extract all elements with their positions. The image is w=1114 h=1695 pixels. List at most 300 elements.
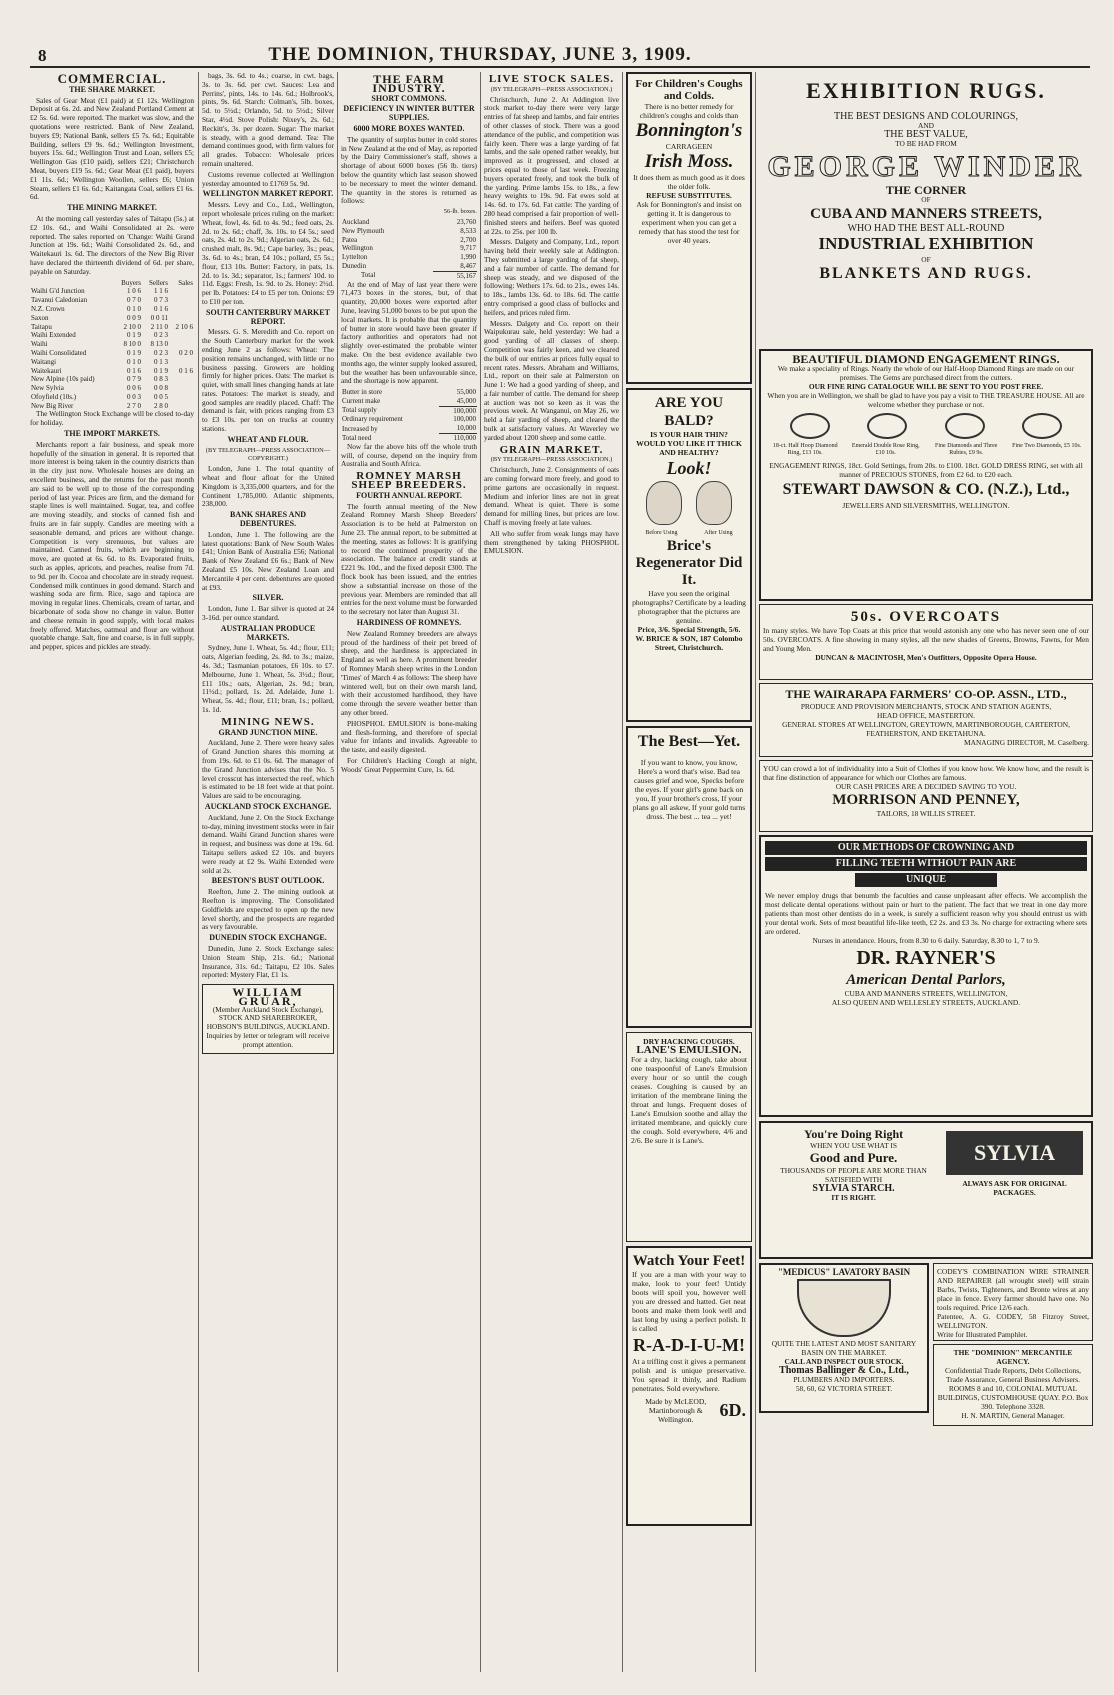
table-cell bbox=[169, 296, 194, 305]
table-cell: 2 10 6 bbox=[175, 322, 193, 331]
section-heading: BANK SHARES AND DEBENTURES. bbox=[229, 510, 306, 529]
article-text: Sydney, June 1. Wheat, 5s. 4d.; flour, £11; oats, Algerian feeding, 2s. 8d. to 3s.; maize, 4s. 3d.; Tasmanian potatoes, £6 10s. to £7. Melbourne, June 1. Wheat, 5s. 3½d.; flour, £11 10s.; oats, Algerian, 2s. 9d.; bran, 11½d.; pollard, 1s. 2d. Adelaide, June 1. Wheat, 5s. 4d.; flour, £11; bran, 1s.; pollard, 1s. 1d. bbox=[202, 643, 334, 714]
table-row bbox=[341, 227, 477, 236]
article-text: Auckland, June 2. On the Stock Exchange to-day, mining investment stocks were in fair demand. Waihi Grand Junction shares were in request, and business was done at 19s. 6d. Taitapu sellers asked £2 10s. and buyers were ready at £2 9s. Waihi Extended were sold at 2s. bbox=[202, 812, 334, 875]
section-heading: SHORT COMMONS. bbox=[371, 93, 447, 103]
table-row bbox=[30, 367, 194, 376]
table-header-cell: Sellers bbox=[148, 278, 168, 287]
section-heading: AUSTRALIAN PRODUCE MARKETS. bbox=[220, 623, 316, 642]
ad-title: DRY HACKING COUGHS. bbox=[643, 1037, 735, 1046]
winder-rugs-ad bbox=[759, 72, 1093, 345]
section-heading: SILVER. bbox=[252, 593, 284, 603]
table-cell: New Big River bbox=[31, 401, 74, 410]
ad-text: CODEY'S COMBINATION WIRE STRAINER AND REPAIRER (all wrought steel) will strain Barbs, Twists, Tighteners, and Bronte wires at any place in fence. Every farmer should have one. No tools required. Price 12/6 each. bbox=[937, 1267, 1089, 1312]
ad-text: THE BEST VALUE, bbox=[884, 129, 968, 140]
table-cell: 0 1 9 bbox=[154, 366, 168, 375]
ad-text: WOULD YOU LIKE IT THICK AND HEALTHY? bbox=[636, 439, 742, 457]
ad-text: Have you seen the original photographs? Certificate by a leading photographer that the pictures are genuine. bbox=[632, 589, 746, 625]
table-cell: 0 1 0 bbox=[127, 357, 142, 366]
overcoats-ad bbox=[759, 604, 1093, 680]
table-row bbox=[341, 262, 477, 271]
ad-text: ENGAGEMENT RINGS, 18ct. Gold Settings, from 20s. to £100. 18ct. GOLD DRESS RING, set with all manner of PRECIOUS STONES, from £2 6d. to £20 each. bbox=[769, 461, 1083, 479]
section-heading: THE MINING MARKET. bbox=[67, 203, 157, 213]
article-text: At the end of May of last year there were 71,473 boxes in the stores, but, of that quantity, 20,000 boxes were exported after June, leaving 51,000 boxes to be put upon the local markets. It is probable that the quantity of butter in store would have been greater if factory authorities and operators had not slightly over-estimated the probable winter make. On the best evidence available two months ago, the winter supply looked assured, but the weather has been unfavourable since, and the shortage is now apparent. bbox=[341, 279, 477, 386]
table-cell: 0 7 0 bbox=[127, 296, 142, 305]
article-text: Messrs. G. S. Meredith and Co. report on the South Canterbury market for the week ending June 2 as follows: Wheat: The position remains unchanged, with little or no business passing. Growers are holding firmly for higher prices. Oats: The market is quiet, with small lines changing hands at late rates. Potatoes: The market is steady, and good samples are readily placed. Chaff: The demand is fair, with prices ranging from £3 to £3 10s. per ton on trucks at country stations. bbox=[202, 327, 334, 434]
lavatory-basin-illustration bbox=[797, 1279, 891, 1337]
ad-banner: OUR METHODS OF CROWNING AND bbox=[765, 841, 1087, 855]
ad-banner: UNIQUE bbox=[855, 873, 997, 887]
ad-title: EXHIBITION RUGS. bbox=[806, 78, 1046, 103]
table-cell: Wellington bbox=[342, 244, 373, 253]
article-text: Dunedin, June 2. Stock Exchange sales: Union Steam Ship, 21s. 6d.; National Insurance, 31s. 6d.; Taitapu, £2 10s. Sales reported: Mystery Flat, £1 1s. bbox=[202, 943, 334, 980]
table-cell: 55,167 bbox=[433, 271, 477, 280]
table-cell: 0 1 6 bbox=[154, 304, 168, 313]
butter-stores-table bbox=[341, 218, 477, 281]
masthead-rule bbox=[30, 66, 1090, 68]
ad-text: At a trifling cost it gives a permanent polish and is unique preservative. You spread it thinly, and Radium penetrates. Sold everywhere. bbox=[632, 1357, 746, 1393]
table-cell: 110,000 bbox=[439, 434, 477, 443]
ad-text: If you want to know, you know, Here's a word that's wise. Bad tea causes grief and woe, Specks before the eyes. If your girl's gone back on you, If your brother's cross, If your plans go all askew, If your gold turns dross. The best ... tea ... yet! bbox=[632, 758, 746, 821]
table-cell bbox=[169, 305, 194, 314]
table-row bbox=[30, 384, 194, 393]
table-cell bbox=[169, 340, 194, 349]
table-cell: Ordinary requirement bbox=[342, 415, 403, 424]
table-cell: 2,700 bbox=[460, 235, 476, 244]
ad-text: BLANKETS AND RUGS. bbox=[819, 265, 1033, 282]
ad-text: INDUSTRIAL EXHIBITION bbox=[818, 234, 1034, 253]
table-cell: Total bbox=[361, 271, 376, 280]
ad-text: REFUSE SUBSTITUTES. bbox=[646, 191, 732, 200]
ad-title: THE WAIRARAPA FARMERS' CO-OP. ASSN., LTD., bbox=[785, 687, 1067, 701]
table-cell: Waihi G'd Junction bbox=[31, 287, 85, 296]
table-cell: Current make bbox=[342, 397, 381, 406]
table-cell: 0 1 9 bbox=[127, 348, 142, 357]
table-row bbox=[30, 393, 194, 402]
table-cell: 0 1 3 bbox=[154, 357, 168, 366]
table-row bbox=[30, 340, 194, 349]
table-row bbox=[30, 314, 194, 323]
radium-polish-ad bbox=[626, 1246, 752, 1526]
ad-text: We never employ drugs that benumb the faculties and cause unpleasant after effects. We accomplish the most delicate dental operations without pain or hurt to the patient. The fact that we treat in one day more patients than most other dentists do in a week, is surely a sufficient reason why you should entrust us with your dental work. Sets of most beautiful life-like teeth, £2 2s. and £3 3s. No charge for extracting where sets are ordered. bbox=[765, 891, 1087, 936]
ad-text: OF bbox=[921, 195, 931, 204]
table-cell: 0 1 9 bbox=[127, 331, 142, 340]
section-heading: DEFICIENCY IN WINTER BUTTER SUPPLIES. bbox=[343, 104, 475, 123]
article-text: Now far the above hits off the whole truth will, of course, depend on the inquiry from Australia and South Africa. bbox=[341, 441, 477, 469]
table-row bbox=[30, 323, 194, 332]
commercial-column bbox=[30, 72, 194, 1682]
ad-text: TO BE HAD FROM bbox=[895, 139, 957, 148]
table-cell: 0 0 11 bbox=[150, 313, 168, 322]
table-cell: 2 7 0 bbox=[127, 401, 142, 410]
ad-text: OUR CASH PRICES ARE A DECIDED SAVING TO YOU. bbox=[835, 782, 1017, 791]
table-cell: Tavanui Caledonian bbox=[31, 296, 88, 305]
table-row bbox=[30, 331, 194, 340]
ring-illustration bbox=[1022, 413, 1062, 439]
ad-brand: MORRISON AND PENNEY, bbox=[832, 792, 1020, 808]
table-cell bbox=[169, 384, 194, 393]
tea-ad bbox=[626, 726, 752, 1028]
ad-brand: SYLVIA STARCH. bbox=[812, 1183, 895, 1194]
table-header-cell bbox=[30, 279, 114, 288]
ad-text: MANAGING DIRECTOR, M. Caselberg. bbox=[964, 738, 1089, 747]
ad-banner: FILLING TEETH WITHOUT PAIN ARE bbox=[765, 857, 1087, 871]
table-cell: 1 1 6 bbox=[154, 287, 168, 296]
section-heading: 6000 MORE BOXES WANTED. bbox=[353, 123, 465, 133]
caption: Before Using bbox=[645, 530, 678, 536]
ad-text: PRODUCE AND PROVISION MERCHANTS, STOCK AND STATION AGENTS, bbox=[800, 702, 1052, 711]
ad-text: ALSO QUEEN AND WELLESLEY STREETS, AUCKLAND. bbox=[831, 998, 1021, 1007]
caption: Fine Two Diamonds, £5 10s. bbox=[1012, 443, 1082, 449]
section-title: GRAIN MARKET. bbox=[499, 443, 604, 456]
ad-brand: Look! bbox=[666, 458, 712, 478]
byline: (BY TELEGRAPH—PRESS ASSOCIATION—COPYRIGHT.) bbox=[205, 446, 331, 463]
table-cell: 1 0 6 bbox=[127, 287, 142, 296]
ad-text: CUBA AND MANNERS STREETS, bbox=[810, 206, 1042, 222]
ad-title: "MEDICUS" LAVATORY BASIN bbox=[777, 1267, 911, 1277]
ballinger-basin-ad bbox=[759, 1263, 929, 1413]
stewart-dawson-ad bbox=[759, 349, 1093, 601]
ad-text: ALWAYS ASK FOR ORIGINAL PACKAGES. bbox=[962, 1179, 1067, 1197]
section-heading: HARDINESS OF ROMNEYS. bbox=[356, 618, 462, 628]
table-cell bbox=[169, 393, 194, 402]
ad-text: OUR FINE RING CATALOGUE WILL BE SENT TO YOU POST FREE. bbox=[808, 382, 1044, 391]
ad-text: If you are a man with your way to make, look to your feet! Untidy boots will spoil you, however well you are dressed and hatted. Get neat boots and make them look well and last long by using a perfect polish. It is called bbox=[632, 1270, 746, 1333]
ad-text: Made by McLEOD, Martinborough & Wellington. bbox=[645, 1397, 707, 1424]
farm-industry-column bbox=[341, 72, 477, 1682]
ad-brand: R-A-D-I-U-M! bbox=[633, 1335, 745, 1355]
table-cell: 0 7 3 bbox=[154, 296, 168, 305]
table-cell: Waihi Consolidated bbox=[31, 348, 87, 357]
ad-price: Price, 3/6. Special Strength, 5/6. bbox=[637, 625, 741, 634]
masthead: THE DOMINION, THURSDAY, JUNE 3, 1909. bbox=[268, 44, 692, 65]
table-cell: 8,467 bbox=[460, 261, 476, 270]
table-cell: 100,000 bbox=[439, 406, 477, 415]
section-heading: SOUTH CANTERBURY MARKET REPORT. bbox=[206, 307, 330, 326]
table-cell bbox=[169, 358, 194, 367]
section-title: COMMERCIAL. bbox=[57, 72, 167, 86]
ad-title: BEAUTIFUL DIAMOND ENGAGEMENT RINGS. bbox=[792, 352, 1060, 366]
table-cell: Auckland bbox=[342, 217, 370, 226]
ad-text: In many styles. We have Top Coats at this price that would astonish any one who has never seen one of our 50s. OVERCOATS. A fine showing in many styles, all the new shades of Greens, Browns, Fawns, for Men and Young Men. bbox=[763, 626, 1089, 653]
caption: Emerald Double Rose Ring, £10 10s. bbox=[851, 443, 920, 456]
section-heading: AUCKLAND STOCK EXCHANGE. bbox=[204, 801, 332, 811]
ad-text: H. N. MARTIN, General Manager. bbox=[961, 1411, 1065, 1420]
ad-text: Inquiries by letter or telegram will receive prompt attention. bbox=[206, 1031, 330, 1049]
article-text: PHOSPHOL EMULSION is bone-making and flesh-forming, and therefore of special value for infants and invalids. Agreeable to the taste, and easily digested. bbox=[341, 718, 477, 755]
article-text: For Children's Hacking Cough at night, Woods' Great Peppermint Cure, 1s. 6d. bbox=[341, 755, 477, 774]
table-row bbox=[341, 244, 477, 253]
table-cell: 2 8 0 bbox=[154, 401, 168, 410]
before-portrait bbox=[646, 481, 682, 525]
table-cell: 23,760 bbox=[456, 217, 476, 226]
table-cell: 0 0 6 bbox=[127, 384, 142, 393]
table-row bbox=[30, 296, 194, 305]
table-cell: 0 0 5 bbox=[154, 392, 168, 401]
section-title: MINING NEWS. bbox=[221, 715, 315, 728]
ad-text: CARRAGEEN bbox=[665, 142, 713, 151]
ad-title: For Children's Coughs and Colds. bbox=[635, 78, 743, 102]
article-text: Messrs. Levy and Co., Ltd., Wellington, report wholesale prices ruling on the market: Wheat, fowl, 4s. 6d. to 4s. 9d.; feed oats, 2s. 2d. to 2s. 6d.; chaff, 3s. 10s. to £4 5s.; seed oats, 2s. 4d. to 2s. 9d.; Algerian oats, 2s. 6d.; crushed malt, 8s. 9d.; Cape barley, 3s.; peas, 3s. 6d. to 4s.; bran, £4 10s.; pollard, £5 5s.; flour, £13 10s. Butter: Factory, in pats, 1s. 2d. to 1s. 3d.; separator, 1s.; farmers' 10d. to 11d. Eggs: Fresh, 1s. 9d. to 2s. Honey: 2½d. per lb. Potatoes: £4 to £5 per ton. Onions: £9 to £10 per ton. bbox=[202, 200, 334, 306]
ad-text: THOUSANDS OF PEOPLE ARE MORE THAN SATISFIED WITH bbox=[780, 1166, 927, 1184]
table-row bbox=[341, 406, 477, 415]
caption: After Using bbox=[704, 530, 733, 536]
ring-illustration bbox=[867, 413, 907, 439]
table-cell: 0 8 3 bbox=[154, 375, 168, 384]
ad-text: GENERAL STORES AT WELLINGTON, GREYTOWN, MARTINBOROUGH, CARTERTON, FEATHERSTON, AND EKETAHUNA. bbox=[782, 720, 1070, 738]
table-cell: Total need bbox=[342, 433, 372, 442]
morrison-penney-ad bbox=[759, 760, 1093, 832]
sylvia-logo: SYLVIA bbox=[946, 1131, 1083, 1175]
article-text: London, June 1. The following are the latest quotations: Bank of New South Wales £41; Union Bank of Australia £56; National Bank of New Zealand £6 6s.; Bank of New Zealand £5 10s. New Zealand Loan and Mercantile 4 per cent. debentures are quoted at £93. bbox=[202, 529, 334, 592]
section-heading: WHEAT AND FLOUR. bbox=[227, 434, 309, 444]
table-cell: 45,000 bbox=[456, 396, 476, 405]
table-row bbox=[30, 349, 194, 358]
codey-strainer-ad bbox=[933, 1263, 1093, 1341]
ring-illustration bbox=[945, 413, 985, 439]
ad-text: There is no better remedy for children's coughs and colds than bbox=[639, 102, 739, 120]
ad-text: For a dry, hacking cough, take about one teaspoonful of Lane's Emulsion every hour or so until the cough ceases. Coughing is caused by an irritation of the membrane lining the throat and lungs. Frequent doses of Lane's Emulsion soothe and allay the irritated membrane, and quickly cure the cough. Sold everywhere, 4/6 and 2/6. Be sure it is Lane's. bbox=[631, 1055, 747, 1145]
column-rule bbox=[755, 72, 756, 1672]
table-cell bbox=[169, 375, 194, 384]
ad-text: TAILORS, 18 WILLIS STREET. bbox=[876, 809, 976, 818]
share-price-table bbox=[30, 279, 194, 411]
table-cell: Total supply bbox=[342, 406, 377, 415]
ad-text: QUITE THE LATEST AND MOST SANITARY BASIN ON THE MARKET. bbox=[771, 1339, 917, 1357]
ads-column bbox=[626, 72, 752, 1682]
table-cell: Patea bbox=[342, 235, 358, 244]
table-cell: 9,717 bbox=[460, 244, 476, 253]
article-text: The Wellington Stock Exchange will be closed to-day for holiday. bbox=[30, 409, 194, 428]
table-cell: New Alpine (10s paid) bbox=[31, 375, 95, 384]
article-text: Merchants report a fair business, and speak more hopefully of the situation in general. It is reported that more interest is being taken in the country districts than in the city just now. Wholesale houses are doing an excellent business, and the returns for the past month are said to be well up to those of the corresponding period of last year. Prices are firm, and the demand for staple lines is well maintained. Sugar, tea, and coffee are moving steadily, and stocks of canned fish and fruits are in fair supply. Candles are meeting with a seasonable demand, and prices are without change. Competition is very strenuous, but values are maintained. Canned fruits, which are beginning to move, are quoted at 6s. 6d. to 8s. Evaporated fruits, such as apples, apricots, and peaches, realise from 7d. to 9d. per lb. Cocoa and chocolate are in steady request. Condensed milk continues in good demand. Starch and washing soda are firm. Rice, sago and tapioca are moving in regular lines. Chemicals, cream of tartar, and bicarbonate of soda show no change in value. Butter and cheese remain in good supply, with local makes freely offered. Matches, oatmeal and flour are without quotable change. Salt, fine and coarse, is in full supply, and pepper, spices and pickles are steady. bbox=[30, 439, 194, 652]
ad-title: LANE'S EMULSION. bbox=[636, 1044, 742, 1056]
article-text: Customs revenue collected at Wellington yesterday amounted to £1769 5s. 9d. bbox=[202, 169, 334, 188]
ad-text: IT IS RIGHT. bbox=[831, 1193, 876, 1202]
article-text: Christchurch, June 2. At Addington live stock market to-day there were very large entries of fat sheep and lambs, and fair entries of other classes of stock. There was a good attendance of the public, and competition was fairly keen. There was a large yarding of fat lambs, and the sale opened rather weakly, but improved as it progressed, and closed at prices equal to those of last week. Freezing buyers operated freely, and took the bulk of the yarding. Prime lambs 15s. to 18s., a few heavy weights to 19s. 9d. Fat ewes sold at 14s. 6d. to 17s. 6d. Fat cattle: The yarding of 280 head comprised a fair proportion of well-finished steers and heifers. Beef was quoted at 22s. to 25s. per 100 lb. bbox=[484, 94, 619, 236]
article-text: Auckland, June 2. There were heavy sales of Grand Junction shares this morning at from 19s. 6d. to £1 0s. 6d. The manager of the Grand Junction advises that the No. 5 level crosscut has intersected the reef, which is estimated to be 18 feet wide at that point. Values are said to be encouraging. bbox=[202, 738, 334, 801]
ad-text: Confidential Trade Reports, Debt Collections, Trade Assurance, General Business Advisers. ROOMS 8 and 10, COLONIAL MUTUAL BUILDINGS, CUSTOMHOUSE QUAY. P.O. Box 390. Telephone 3328. bbox=[937, 1366, 1089, 1411]
table-cell: 0 1 0 bbox=[127, 304, 142, 313]
table-cell: 2 10 0 bbox=[123, 322, 142, 331]
table-cell: New Sylvia bbox=[31, 384, 64, 393]
bonnington-ad bbox=[626, 72, 752, 384]
ad-text: 58, 60, 62 VICTORIA STREET. bbox=[795, 1384, 893, 1393]
article-text: Reefton, June 2. The mining outlook at Reefton is improving. The Consolidated Goldfields are expected to open up the new level shortly, and the prospects are regarded as very favourable. bbox=[202, 887, 334, 932]
table-cell: Increased by bbox=[342, 424, 378, 433]
ad-text: THE CORNER bbox=[885, 183, 967, 197]
table-cell bbox=[169, 314, 194, 323]
ad-text: WHEN YOU USE WHAT IS bbox=[810, 1141, 897, 1150]
ad-price: 6D. bbox=[719, 1400, 746, 1420]
table-cell: 8,533 bbox=[460, 226, 476, 235]
table-row bbox=[341, 218, 477, 227]
ad-text: PLUMBERS AND IMPORTERS. bbox=[793, 1375, 895, 1384]
ad-title: Watch Your Feet! bbox=[632, 1253, 746, 1269]
table-cell: Lyttelton bbox=[342, 253, 368, 262]
ad-brand: Brice's Regenerator Did It. bbox=[635, 538, 743, 588]
ad-text: (Member Auckland Stock Exchange), STOCK AND SHAREBROKER, HOBSON'S BUILDINGS, AUCKLAND. bbox=[206, 1004, 330, 1032]
caption: 18-ct. Half Hoop Diamond Ring, £13 10s. bbox=[772, 443, 838, 456]
article-text: At the morning call yesterday sales of Taitapu (5s.) at £2 10s. 6d., and Waihi Consolidated at 2s. were reported. The sales reported on 'Change: Waihi Grand Junction at 19s. 6d.; Waihi Consolidated 2s. 6d., and Waitekauri 1s. 6d. The directors of the New Big River have declared the thirteenth dividend of 6d. per share, payable on Saturday. bbox=[30, 213, 194, 276]
table-cell: Waihi bbox=[31, 340, 48, 349]
section-heading: DUNEDIN STOCK EXCHANGE. bbox=[209, 933, 327, 943]
table-cell: 0 1 6 bbox=[179, 366, 193, 375]
section-heading: THE IMPORT MARKETS. bbox=[64, 429, 160, 439]
sylvia-starch-ad bbox=[759, 1121, 1093, 1259]
table-cell: 0 0 3 bbox=[127, 392, 142, 401]
table-cell: Dunedin bbox=[342, 262, 367, 271]
table-cell: 55,000 bbox=[456, 388, 476, 397]
wairarapa-ad bbox=[759, 683, 1093, 757]
ad-text: We make a speciality of Rings. Nearly the whole of our Half-Hoop Diamond Rings are made on our premises. The Gems are purchased direct from the cutters. bbox=[777, 364, 1075, 382]
ring-illustration bbox=[790, 413, 830, 439]
ad-brand: American Dental Parlors, bbox=[846, 972, 1006, 988]
byline: (BY TELEGRAPH—PRESS ASSOCIATION.) bbox=[490, 85, 613, 93]
section-title: ROMNEY MARSH SHEEP BREEDERS. bbox=[351, 470, 467, 492]
section-title: LIVE STOCK SALES. bbox=[488, 73, 615, 85]
table-row bbox=[341, 253, 477, 262]
ad-title: Good and Pure. bbox=[809, 1150, 898, 1165]
table-cell: N.Z. Crown bbox=[31, 304, 65, 313]
table-header-cell: Buyers bbox=[121, 278, 142, 287]
table-row bbox=[30, 375, 194, 384]
ad-brand: Thomas Ballinger & Co., Ltd., bbox=[779, 1365, 909, 1376]
table-cell: Waitangi bbox=[31, 357, 57, 366]
ad-text: CUBA AND MANNERS STREETS, WELLINGTON, bbox=[844, 989, 1008, 998]
table-cell: Butter in store bbox=[342, 388, 383, 397]
ad-title: 50s. OVERCOATS bbox=[850, 609, 1002, 625]
ad-title: ARE YOU BALD? bbox=[654, 395, 724, 429]
mercantile-agency-ad bbox=[933, 1344, 1093, 1426]
article-text: All who suffer from weak lungs may have them strengthened by taking PHOSPHOL EMULSION. bbox=[484, 528, 619, 556]
section-heading: THE SHARE MARKET. bbox=[69, 84, 155, 94]
ad-title: WILLIAM GRUAR, bbox=[232, 985, 304, 1008]
table-cell: 100,000 bbox=[453, 415, 476, 424]
section-heading: WELLINGTON MARKET REPORT. bbox=[202, 189, 334, 199]
ad-text: Write for Illustrated Pamphlet. bbox=[937, 1330, 1028, 1339]
ad-text: YOU can crowd a lot of individuality into a Suit of Clothes if you know how. We know how, and the result is that fine distinction of appearance for which our Clothes are famous. bbox=[763, 764, 1089, 782]
column-rule bbox=[622, 72, 623, 1672]
article-text: Sales of Gear Meat (£1 paid) at £1 12s. Wellington Deposit at 6s. 2d. and New Zealand Portland Cement at £2 5s. 6d. were reported. The market was slow, and the quotations were restricted. Bank of New Zealand, buyers £9; National Bank, sellers £5 7s. 6d.; Equitable Building, sellers £9 9s. 6d.; Wellington Investment, buyers 15s. 6d.; Wellington Trust and Loan, sellers £5; Wellington Gas (£10 paid), sellers £21; Christchurch Meat, buyers £19 5s. 6d.; Gear Meat (£1 paid), buyers £1 11s. 6d.; Wellington Woollen, sellers £6; Union Steam, sellers £1 6s. 6d.; Kaitangata Coal, sellers £1 6s. 6d. bbox=[30, 95, 194, 202]
section-heading: FOURTH ANNUAL REPORT. bbox=[356, 490, 462, 500]
table-cell: 1,990 bbox=[460, 253, 476, 262]
ad-brand: DR. RAYNER'S bbox=[856, 947, 996, 969]
ad-text: When you are in Wellington, we shall be glad to have you pay a visit to THE TREASURE HOUSE. All are welcome whether they purchase or not. bbox=[767, 391, 1085, 409]
article-text: London, June 1. The total quantity of wheat and flour afloat for the United Kingdom is 3,335,000 quarters, and for the Continent 1,785,000. Atlantic shipments, 238,000. bbox=[202, 464, 334, 509]
table-cell: Waihi Extended bbox=[31, 331, 76, 340]
bottom-ads-row bbox=[759, 1263, 1093, 1420]
table-row bbox=[341, 424, 477, 433]
byline: (BY TELEGRAPH—PRESS ASSOCIATION.) bbox=[490, 456, 613, 464]
table-cell: 0 7 9 bbox=[127, 375, 142, 384]
ad-text: CALL AND INSPECT OUR STOCK. bbox=[784, 1357, 904, 1366]
ad-text: THE BEST DESIGNS AND COLOURINGS, bbox=[834, 111, 1018, 122]
table-row bbox=[341, 388, 477, 397]
ad-brand: Irish Moss. bbox=[644, 151, 734, 172]
ad-title: The Best—Yet. bbox=[637, 733, 741, 750]
lanes-emulsion-ad bbox=[626, 1032, 752, 1242]
table-cell: New Plymouth bbox=[342, 226, 385, 235]
article-text: New Zealand Romney breeders are always proud of the hardiness of their pet breed of sheep, and the hardiness is appreciated in England as well as here. A prominent breeder of Romney Marsh sheep writes in the London 'Times' of March 4 as follows: The sheep have wintered well, but on their own marsh land, with their accustomed hardihood, they have come through the severe weather better than any other breed. bbox=[341, 628, 477, 717]
ad-title: You're Doing Right bbox=[803, 1127, 904, 1141]
table-unit: 56-lb. boxes. bbox=[443, 208, 477, 216]
table-cell: 0 0 9 bbox=[127, 313, 142, 322]
ad-text: HEAD OFFICE, MASTERTON. bbox=[877, 711, 975, 720]
ad-text: WHO HAD THE BEST ALL-ROUND bbox=[847, 223, 1005, 234]
ad-text: Nurses in attendance. Hours, from 8.30 to 6 daily. Saturday, 8.30 to 1, 7 to 9. bbox=[812, 936, 1040, 945]
ad-text: IS YOUR HAIR THIN? bbox=[650, 430, 728, 439]
ad-text: DUNCAN & MACINTOSH, Men's Outfitters, Opposite Opera House. bbox=[815, 653, 1037, 662]
section-title: THE FARM INDUSTRY. bbox=[372, 72, 446, 95]
table-cell: 10,000 bbox=[456, 424, 476, 433]
table-row bbox=[30, 287, 194, 296]
ad-text: It does them as much good as it does the older folk. bbox=[633, 173, 745, 191]
table-row bbox=[341, 415, 477, 424]
table-cell: Saxon bbox=[31, 313, 49, 322]
ad-brand: Bonnington's bbox=[635, 120, 743, 141]
table-cell: 0 2 0 bbox=[179, 348, 193, 357]
article-text: Christchurch, June 2. Consignments of oats are coming forward more freely, and good to prime gartons are occasionally in request. Medium and inferior lines are not in great demand. Wheat is quiet. There is some demand for milling lines, but prices are low. Chaff is moving freely at late values. bbox=[484, 465, 619, 528]
article-text: The quantity of surplus butter in cold stores in New Zealand at the end of May, as reported by the Dairy Commissioner's staff, shows a shortage of about 6000 boxes (56 lb. tiers) below the quantity which last season showed to be necessary to meet the winter demand. The quantity in the stores is returned as follows: bbox=[341, 134, 477, 206]
column-rule bbox=[480, 72, 481, 1672]
ad-text: W. BRICE & SON, 187 Colombo Street, Christchurch. bbox=[635, 634, 743, 652]
table-row bbox=[341, 236, 477, 245]
table-row bbox=[30, 358, 194, 367]
table-cell: 0 2 3 bbox=[154, 331, 168, 340]
after-portrait bbox=[696, 481, 732, 525]
ad-text: Patentee, A. G. CODEY, 58 Fitzroy Street, WELLINGTON. bbox=[937, 1312, 1089, 1330]
ad-brand: STEWART DAWSON & CO. (N.Z.), Ltd., bbox=[782, 481, 1070, 498]
article-text: The fourth annual meeting of the New Zealand Romney Marsh Sheep Breeders' Association is to be held at Palmerston on June 23. The annual report, to be submitted at the meeting, states as follows: It is gratifying to record the continued prosperity of the association. The balance at credit stands at £221 9s. 10d., and the fixed deposit £300. The flock book has been issued, and the entries show a substantial increase on those of the previous year. Members are reminded that all entries for the next volume must be forwarded to the secretary not later than August 31. bbox=[341, 501, 477, 617]
butter-supply-table bbox=[341, 388, 477, 443]
ad-title: THE "DOMINION" MERCANTILE AGENCY. bbox=[953, 1348, 1073, 1366]
rayner-dental-ad bbox=[759, 835, 1093, 1117]
table-row bbox=[341, 397, 477, 406]
article-text: London, June 1. Bar silver is quoted at 24 3-16d. per ounce standard. bbox=[202, 604, 334, 623]
table-cell: Ofoyfield (10s.) bbox=[31, 392, 77, 401]
ad-text: JEWELLERS AND SILVERSMITHS, WELLINGTON. bbox=[842, 501, 1010, 510]
page-number: 8 bbox=[38, 46, 47, 65]
column-rule bbox=[198, 72, 199, 1672]
article-text: Messrs. Dalgety and Company, Ltd., report having held their weekly sale at Addington. They submitted a large yarding of fat sheep, and a fair number of cattle. The demand for sheep was steady, and we disposed of the following: Wethers 17s. 6d. to 21s., ewes 14s. to 18s., lambs 13s. 6d. to 18s. 6d. The cattle entry comprised a good class of bullocks and heifers, and prices ruled firm. bbox=[484, 237, 619, 317]
table-row bbox=[30, 305, 194, 314]
column-rule bbox=[337, 72, 338, 1672]
table-cell: Waitekauri bbox=[31, 366, 62, 375]
section-heading: BEESTON'S BUST OUTLOOK. bbox=[211, 876, 325, 886]
display-ads-column bbox=[759, 72, 1093, 1682]
table-header-cell: Sales bbox=[178, 278, 193, 287]
table-cell: 0 2 3 bbox=[154, 348, 168, 357]
section-heading: GRAND JUNCTION MINE. bbox=[218, 727, 318, 737]
ad-brand: GEORGE WINDER bbox=[767, 150, 1085, 183]
table-cell: 8 10 0 bbox=[123, 340, 142, 349]
markets-column bbox=[202, 72, 334, 1682]
table-cell: 2 11 0 bbox=[150, 322, 168, 331]
ad-text: AND bbox=[917, 121, 934, 130]
table-cell: 0 1 6 bbox=[127, 366, 142, 375]
caption: Fine Diamonds and Three Rubies, £9 9s. bbox=[935, 443, 998, 456]
ad-text: OF bbox=[921, 255, 931, 264]
table-cell: 0 0 8 bbox=[154, 384, 168, 393]
gruar-ad bbox=[202, 984, 334, 1054]
right-bottom-ads bbox=[933, 1263, 1093, 1420]
table-cell bbox=[169, 331, 194, 340]
ad-text: Ask for Bonnington's and insist on getting it. It is dangerous to experiment when you can get a remedy that has stood the test for over 40 years. bbox=[636, 200, 742, 245]
article-text: Messrs. Dalgety and Co. report on their Waipukurau sale, held yesterday: We had a good yarding of all classes of sheep. Competition was fairly keen, and we cleared the bulk of our entries at prices fully equal to recent rates. Messrs. Abraham and Williams, Ltd., report on their sale at Palmerston on June 1: We had a good yarding of sheep, and a fair number of cattle. The demand for sheep at auction was not so keen as it was the previous week. At Wanganui, on May 26, we held a fair yarding of sheep, and cleared the bulk at satisfactory values. At Waverley we yarded about 1200 sheep and some cattle. bbox=[484, 318, 619, 442]
table-cell bbox=[169, 287, 194, 296]
table-cell: Taitapu bbox=[31, 322, 52, 331]
